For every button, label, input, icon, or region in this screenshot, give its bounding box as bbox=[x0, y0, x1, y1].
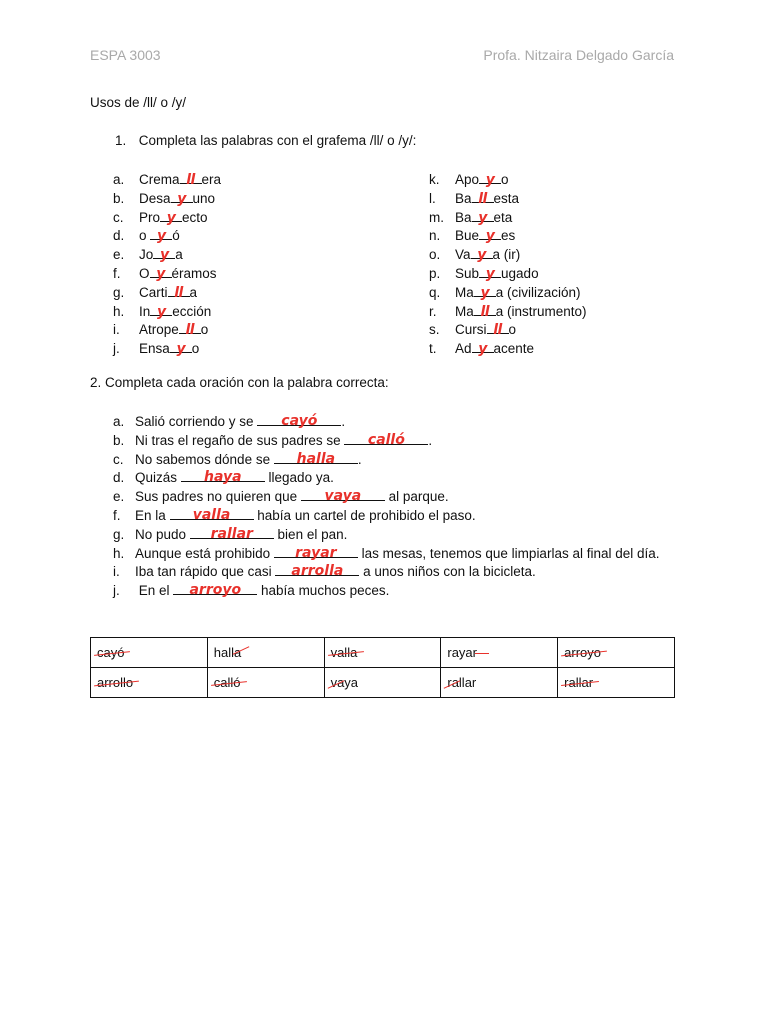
item-label: h. bbox=[113, 545, 125, 561]
word-end: esta bbox=[493, 190, 520, 206]
exercise-item bbox=[429, 320, 587, 339]
word-start: Apo bbox=[455, 172, 480, 187]
word-start: Jo bbox=[139, 247, 154, 263]
sentence-item bbox=[113, 506, 660, 525]
answer-blank bbox=[180, 170, 202, 188]
answer-blank bbox=[487, 320, 509, 339]
handwritten-answer: y bbox=[156, 265, 165, 282]
word-end: a bbox=[189, 284, 198, 300]
exercise-item bbox=[113, 170, 221, 189]
handwritten-strike-mark bbox=[561, 681, 599, 686]
answer-blank bbox=[301, 487, 385, 505]
handwritten-answer: valla bbox=[192, 506, 231, 523]
word-bank-cell bbox=[324, 638, 441, 668]
q1-left-column bbox=[113, 170, 221, 358]
handwritten-answer: ll bbox=[478, 190, 487, 207]
item-label: f. bbox=[113, 265, 121, 281]
word-end: uno bbox=[192, 190, 216, 206]
answer-blank bbox=[153, 245, 175, 264]
handwritten-answer: ll bbox=[493, 322, 502, 339]
item-label: l. bbox=[429, 190, 436, 206]
q1-right-column bbox=[429, 170, 587, 358]
word-end: o bbox=[191, 341, 200, 357]
handwritten-answer: y bbox=[166, 209, 176, 226]
exercise-item bbox=[429, 226, 587, 245]
answer-blank bbox=[171, 189, 193, 207]
sentence-end: había un cartel de prohibido el paso. bbox=[253, 507, 476, 523]
answer-blank bbox=[479, 226, 501, 245]
item-label: j. bbox=[113, 583, 120, 599]
answer-blank bbox=[190, 525, 274, 542]
word-start: In bbox=[139, 303, 151, 319]
word-bank-word: arrollo bbox=[97, 675, 133, 690]
word-start: Cursi bbox=[455, 322, 487, 338]
question-number: 1. bbox=[115, 133, 127, 148]
word-start: Ma bbox=[455, 303, 474, 319]
word-start: Pro bbox=[139, 209, 161, 225]
word-bank-cell bbox=[207, 638, 324, 668]
sentence-end: al parque. bbox=[384, 489, 449, 505]
handwritten-answer: rallar bbox=[210, 525, 253, 542]
item-label: b. bbox=[113, 190, 125, 206]
item-label: m. bbox=[429, 209, 444, 225]
item-label: c. bbox=[113, 209, 124, 225]
word-start: Ad bbox=[455, 341, 472, 357]
exercise-item bbox=[113, 302, 221, 321]
item-label: h. bbox=[113, 303, 125, 319]
answer-blank bbox=[179, 320, 201, 339]
sentence-item bbox=[113, 525, 660, 544]
item-label: t. bbox=[429, 341, 437, 357]
handwritten-answer: y bbox=[485, 228, 495, 245]
handwritten-answer: y bbox=[485, 265, 495, 282]
word-end: o bbox=[501, 172, 509, 187]
word-end: a (civilización) bbox=[495, 284, 581, 300]
worksheet-title: Usos de /ll/ o /y/ bbox=[90, 95, 187, 110]
answer-blank bbox=[474, 283, 496, 301]
answer-blank bbox=[472, 189, 494, 207]
answer-blank bbox=[181, 468, 265, 486]
answer-blank bbox=[274, 544, 358, 561]
word-end: éramos bbox=[171, 265, 217, 281]
word-bank-table bbox=[90, 637, 675, 698]
word-bank-cell bbox=[207, 668, 324, 698]
exercise-item bbox=[429, 264, 587, 283]
sentence-start: Quizás bbox=[135, 470, 181, 486]
sentence-item bbox=[113, 487, 660, 506]
handwritten-answer: haya bbox=[204, 469, 242, 486]
item-label: a. bbox=[113, 414, 125, 429]
answer-blank bbox=[472, 339, 494, 358]
answer-blank bbox=[173, 581, 257, 599]
word-bank-word: rayar bbox=[447, 645, 477, 660]
item-label: s. bbox=[429, 322, 440, 338]
handwritten-strike-mark bbox=[444, 680, 461, 689]
word-start: Desa bbox=[139, 190, 171, 206]
sentence-start: No pudo bbox=[135, 526, 190, 542]
word-start: Sub bbox=[455, 265, 480, 281]
word-bank-row bbox=[91, 638, 675, 668]
professor-name: Profa. Nitzaira Delgado García bbox=[483, 47, 674, 63]
word-bank-word: rallar bbox=[447, 675, 476, 690]
item-label: g. bbox=[113, 526, 125, 542]
handwritten-answer: y bbox=[156, 303, 166, 320]
handwritten-answer: rayar bbox=[295, 544, 337, 561]
word-start: Carti bbox=[139, 284, 168, 300]
item-label: i. bbox=[113, 322, 120, 338]
item-label: p. bbox=[429, 265, 441, 281]
word-start: Ba bbox=[455, 209, 472, 225]
sentence-start: Iba tan rápido que casi bbox=[135, 564, 276, 580]
answer-blank bbox=[150, 302, 172, 320]
question-2-instruction: 2. Completa cada oración con la palabra correcta: bbox=[90, 375, 389, 390]
answer-blank bbox=[479, 264, 501, 282]
answer-blank bbox=[150, 264, 172, 282]
item-label: o. bbox=[429, 247, 441, 263]
word-bank-cell bbox=[441, 638, 558, 668]
course-code: ESPA 3003 bbox=[90, 47, 161, 63]
handwritten-answer: y bbox=[478, 209, 487, 226]
exercise-item bbox=[429, 189, 587, 208]
word-start: Bue bbox=[455, 228, 480, 244]
sentence-end: a unos niños con la bicicleta. bbox=[359, 564, 536, 580]
item-label: q. bbox=[429, 284, 441, 300]
word-bank-cell bbox=[324, 668, 441, 698]
answer-blank bbox=[170, 339, 192, 358]
word-start: Ensa bbox=[139, 341, 170, 357]
item-label: n. bbox=[429, 228, 441, 244]
word-bank-cell bbox=[558, 668, 675, 698]
answer-blank bbox=[257, 412, 341, 429]
word-end: ecto bbox=[182, 209, 208, 225]
answer-blank bbox=[474, 302, 496, 320]
handwritten-answer: y bbox=[177, 190, 186, 207]
answer-blank bbox=[479, 170, 501, 188]
sentence-start: Ni tras el regaño de sus padres se bbox=[135, 432, 345, 448]
handwritten-answer: arrolla bbox=[291, 563, 344, 580]
word-end: o bbox=[508, 322, 517, 338]
item-label: d. bbox=[113, 228, 125, 244]
handwritten-answer: ll bbox=[174, 284, 183, 301]
answer-blank bbox=[472, 208, 494, 226]
sentence-item bbox=[113, 431, 660, 450]
sentence-end: . bbox=[357, 451, 362, 467]
word-bank-cell bbox=[558, 638, 675, 668]
word-bank-row bbox=[91, 668, 675, 698]
sentence-item bbox=[113, 412, 660, 431]
word-end: ugado bbox=[501, 265, 539, 281]
answer-blank bbox=[274, 450, 358, 467]
exercise-item bbox=[429, 245, 587, 264]
word-bank-cell bbox=[441, 668, 558, 698]
sentence-start: Salió corriendo y se bbox=[135, 414, 258, 429]
handwritten-answer: calló bbox=[367, 431, 405, 448]
handwritten-answer: ll bbox=[185, 322, 195, 339]
answer-blank bbox=[471, 245, 493, 264]
question-text: Completa las palabras con el grafema /ll/ o /y/: bbox=[138, 133, 417, 148]
sentence-start: Aunque está prohibido bbox=[135, 545, 274, 561]
exercise-item bbox=[113, 283, 221, 302]
sentence-start: En la bbox=[135, 507, 170, 523]
word-start: Ma bbox=[455, 284, 474, 300]
sentence-end: había muchos peces. bbox=[257, 583, 390, 599]
handwritten-answer: vaya bbox=[324, 488, 362, 505]
word-end: es bbox=[501, 228, 516, 244]
handwritten-strike-mark bbox=[328, 651, 364, 656]
handwritten-answer: ll bbox=[480, 303, 490, 320]
word-end: o bbox=[200, 322, 209, 338]
item-label: k. bbox=[429, 172, 440, 187]
handwritten-answer: ll bbox=[186, 172, 195, 188]
item-label: d. bbox=[113, 470, 125, 486]
handwritten-answer: y bbox=[485, 172, 495, 188]
handwritten-strike-mark bbox=[232, 646, 249, 655]
handwritten-strike-mark bbox=[327, 680, 344, 689]
sentence-item bbox=[113, 468, 660, 487]
sentence-item bbox=[113, 562, 660, 581]
word-start: Ba bbox=[455, 190, 472, 206]
word-end: ó bbox=[172, 228, 180, 244]
answer-blank bbox=[344, 431, 428, 448]
word-start: o bbox=[139, 228, 151, 244]
word-end: ección bbox=[172, 303, 212, 319]
sentence-start: No sabemos dónde se bbox=[135, 451, 274, 467]
sentence-item bbox=[113, 544, 660, 563]
handwritten-answer: cayó bbox=[281, 413, 318, 429]
word-bank-word: vaya bbox=[331, 675, 358, 690]
word-start: Va bbox=[455, 247, 471, 263]
sentence-start: En el bbox=[135, 583, 174, 599]
exercise-item bbox=[113, 320, 221, 339]
handwritten-strike-mark bbox=[211, 681, 247, 686]
handwritten-answer: arroyo bbox=[189, 582, 242, 599]
answer-blank bbox=[275, 562, 359, 580]
word-bank-cell bbox=[91, 638, 208, 668]
handwritten-answer: y bbox=[478, 341, 487, 358]
handwritten-answer: y bbox=[477, 247, 486, 264]
item-label: b. bbox=[113, 432, 125, 448]
word-start: Atrope bbox=[139, 322, 179, 338]
answer-blank bbox=[170, 506, 254, 523]
word-end: a bbox=[175, 247, 183, 263]
sentence-end: las mesas, tenemos que limpiarlas al final del día. bbox=[357, 545, 660, 561]
answer-blank bbox=[150, 226, 172, 245]
answer-blank bbox=[160, 208, 182, 226]
sentence-item bbox=[113, 450, 660, 469]
handwritten-answer: y bbox=[480, 284, 490, 301]
item-label: r. bbox=[429, 303, 437, 319]
item-label: j. bbox=[113, 341, 120, 357]
word-bank-word: calló bbox=[214, 675, 241, 690]
question-1-instruction bbox=[115, 133, 416, 148]
word-bank-word: rallar bbox=[564, 675, 593, 690]
sentence-item bbox=[113, 581, 660, 600]
exercise-item bbox=[113, 264, 221, 283]
word-start: O bbox=[139, 265, 150, 281]
item-label: e. bbox=[113, 489, 125, 505]
exercise-item bbox=[429, 302, 587, 321]
handwritten-answer: y bbox=[156, 228, 166, 245]
item-label: g. bbox=[113, 284, 125, 300]
exercise-item bbox=[113, 245, 221, 264]
sentence-end: . bbox=[341, 414, 346, 429]
word-end: a (ir) bbox=[492, 247, 521, 263]
word-bank-word: valla bbox=[331, 645, 358, 660]
answer-blank bbox=[168, 283, 190, 301]
handwritten-strike-mark bbox=[94, 651, 130, 656]
word-bank-cell bbox=[91, 668, 208, 698]
exercise-item bbox=[113, 339, 221, 358]
item-label: f. bbox=[113, 507, 121, 523]
word-end: acente bbox=[493, 341, 535, 357]
exercise-item bbox=[429, 283, 587, 302]
handwritten-answer: y bbox=[159, 247, 169, 264]
exercise-item bbox=[429, 339, 587, 358]
sentence-end: bien el pan. bbox=[273, 526, 348, 542]
exercise-item bbox=[113, 208, 221, 227]
handwritten-answer: halla bbox=[296, 450, 336, 467]
word-start: Crema bbox=[139, 172, 180, 187]
item-label: a. bbox=[113, 172, 125, 187]
word-end: era bbox=[201, 172, 222, 187]
word-bank-word: halla bbox=[214, 645, 241, 660]
handwritten-strike-mark bbox=[561, 650, 607, 656]
item-label: i. bbox=[113, 564, 120, 580]
word-end: a (instrumento) bbox=[495, 303, 587, 319]
sentence-end: llegado ya. bbox=[264, 470, 334, 486]
q2-sentence-list bbox=[113, 412, 660, 600]
handwritten-strike-mark bbox=[94, 680, 139, 686]
word-end: eta bbox=[493, 209, 513, 225]
exercise-item bbox=[113, 226, 221, 245]
word-bank-word: cayó bbox=[97, 645, 124, 660]
item-label: e. bbox=[113, 247, 125, 263]
handwritten-strike-mark bbox=[475, 653, 489, 654]
sentence-start: Sus padres no quieren que bbox=[135, 489, 301, 505]
sentence-end: . bbox=[428, 432, 433, 448]
word-bank-word: arroyo bbox=[564, 645, 601, 660]
exercise-item bbox=[429, 208, 587, 227]
exercise-item bbox=[113, 189, 221, 208]
exercise-item bbox=[429, 170, 587, 189]
handwritten-answer: y bbox=[176, 341, 186, 358]
item-label: c. bbox=[113, 451, 124, 467]
